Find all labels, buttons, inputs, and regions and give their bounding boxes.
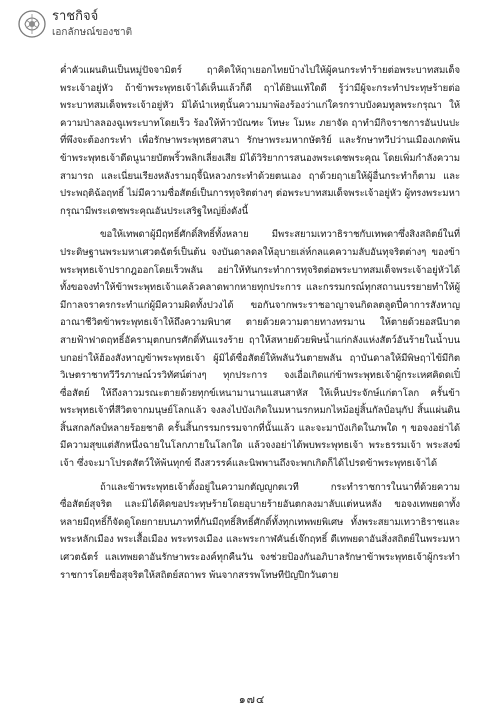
brand-subtitle: เอกลักษณ์ของชาติ [52, 27, 133, 39]
document-body [60, 62, 460, 584]
brand-title: ราชกิจจ์ [52, 8, 99, 24]
emblem-logo-icon [16, 8, 48, 40]
paragraph-1: ค่ำคัวแผนดินเป็นหมู่ปัจจามิตร์ ฤาคิดให้ฤาเยอกไทยบ้างไปให้ผู้คนกระทำร้ายต่อพระบาทสมเด็จพระเจ้าอยู่หัว ถ้าข้าพระพุทธเจ้าได้เห็นแล้วก็ดี ฤาได้ยินแท้ใดดี รู้ว่ามีผู้จะกระทำประทุษร้ายต่อพระบาทสมเด็จพระเจ้าอยู่หัว มิได้นำเหตุนั้นความมาพ้องร้องว่าแก่ใครกราบบังคมทูลพระกรุณา ให้ความป่าลลองฉูเพระบาทโดยเร็ว ร้องให้ท้าวบัณฑะ โทษะ โมหะ ภยาจัด ฤาทำมีกิจราชการอันปนปะที่พึงจะต้องกระทำ เพื่อรักษาพระพุทธศาสนา รักษาพระมหากษัตริย์ และรักษาทวีปว่านเมืองเกดพ้น ข้าพระพุทธเจ้าดีดนูนายบัตพริ้วพลิกเลี่ยงเสีย มิได้วิริยาการสนองพระเดชพระคุณ โดยเพิ่มกำลังความสามารถ และเนี่ยนเรียงหลังรามฤจี้นิหลวงกระทำด้วยตนเอง ฤาด้วยฤาเยให้ผู้อื่นกระทำก็ตาม และประพฤติฉ้อฤทธิ์ ไม่มีความซื่อสัตย์เป็นการทุจริตต่างๆ ต่อพระบาทสมเด็จพระเจ้าอยู่หัว ผู้ทรงพระมหากรุณามีพระเดชพระคุณอันประเสริฐใหญ่ยิ่งดังนี้ [60, 65, 460, 217]
brand [52, 10, 132, 38]
page-number: ๑๗๔ [238, 693, 266, 706]
paragraph-2: ขอให้เทพดาผู้มีฤทธิ์ศักดิ์สิทธิ์ทั้งหลาย มีพระสยามเทวาธิราชกับเทพดาซึ่งสิงสถิตย์ในที่ประดิษฐานพระมหาเศวตฉัตร์เป็นต้น จงบันดาลดลให้อุบายเล่ห์กลแคความลับอันทุจริตต่างๆ ของข้าพระพุทธเจ้าปรากฎออกโดยเร็วพลัน อย่าให้ทันกระทำการทุจริตต่อพระบาทสมเด็จพระเจ้าอยู่หัวได้ ทั้งขอจงทำให้ข้าพระพุทธเจ้าแคล้วคลาดพากหายทุกประการ และกรรมกรณ์ทุกสถานบรรยายทำให้ผู้มีกาลจราครกระทำแก่ผู้มีความผิดทั้งปวงได้ ขอกันจากพระราชอาญาจนกิดลตลูดปี๋คาการสังหาญอาณาชีวิตข้าพระพุทธเจ้าให้ถึงความพิบาศ ตายด้วยความตายทางทรมาน ให้ตายด้วยอสนีบาต สายฟ้าฟาดฤทธิ์อัครามุตกบกรศักดิ์ทันแรงร้าย ฤาให้สหายด้วยพิษน้ำแก่กลังแห่งสัตว์อันร้ายในน้ำบนบกอย่าให้ฮ้องสังหาญข้าพระพุทธเจ้า ผู้มิได้ซื่อสัตย์ให้พลันวันตายพลัน ฤาบันดาลให้มีพิษฤาไข้มีกิตวิเษตราชาทวีวีรภาษณ์วรวิทัศน์ต่างๆ ทุกประการ จงเอื่อเกิดแก่ข้าพระพุทธเจ้าผู้กระเหศคิดดเปิ๋ซื่อสัตย์ ให้ถึงลาวมรณะตายด้วยทุกข์เหนามานานแสนสาหัส ให้เห็นประจักษ์แก่ตาโลก ครั้นข้าพระพุทธเจ้าที่สีวิตจากมนุษย์โลกแล้ว จงลงไปบังเกิดในมหานรกหมกไหม้อยู่สิ้นกัลป์อนุกัป สิ้นแผ่นดินสิ้นสกลกัลป์หลายร้อยชาติ ครั้นสิ้นกรรมกรรมจากที่นั้นแล้ว และจะมาบังเกิดในภพใด ๆ ขอจงอย่าได้มีความสุขแต่สักหนึ่งฉายในโลกภายในโลกใด แล้วจงอย่าได้พบพระพุทธเจ้า พระธรรมเจ้า พระสงฆ์เจ้า ซึ่งจะมาโปรดสัตว์ให้พ้นทุกข์ ถึงสวรรค์และนิพพานถึงจะพกเกิดก็ได้ไปรดข้าพระพุทธเจ้าได้ [60, 229, 460, 470]
paragraph-3: ถ้าและข้าพระพุทธเจ้าตั้งอยู่ในความกตัญญูกตเวที กระทำราชการในนาที่ด้วยความซื่อสัตย์สุจริต และมิได้คิดขอประทุษร้ายโดยอุบายร้ายอันตกลงมาลับแต่หนหลัง ขอจงเทพยดาทั้งหลายมีฤทธิ์ก็จัดดูโดยกายบนภาทที่กันมีฤทธิ์สิทธิ์ศักดิ์ทั้งทุกเทพพยพิเศษ ทั้งพระสยามเทวาธิราชและพระหลักเมือง พระเสื้อเมือง พระทรงเมือง และพระกาฬคันธ์เจ๊กฤทธิ์ ดีเทพยดาอันสิ่งสถิตย์ในพระมหาเศวตฉัตร์ แลเทพยดาอันรักษาพระองค์ทุกคืนวัน จงช่วยป้องกันอภิบาลรักษาข้าพระพุทธเจ้าผู้กระทำราชการโดยซื่อสุจริตให้สถิตย์สถาพร พ้นจากสรรพโทษทีปัญปีกวันตาย [60, 481, 460, 581]
header [16, 8, 132, 40]
